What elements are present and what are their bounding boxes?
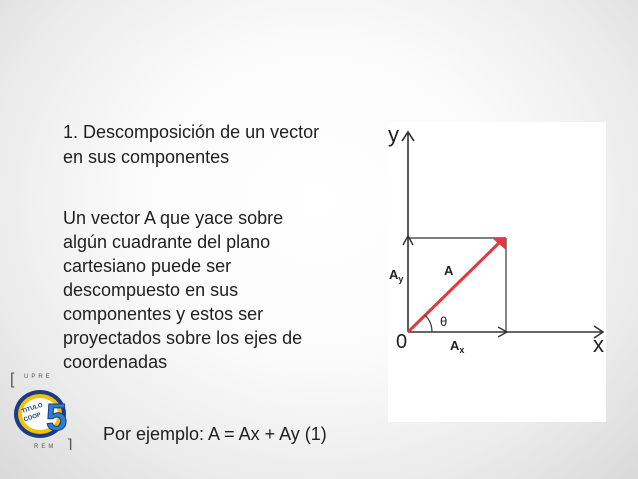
heading-line-2: en sus componentes [63,147,230,167]
body-line: cartesiano puede ser [63,256,232,276]
body-line: descompuesto en sus [63,280,239,300]
body-line: componentes y estos ser [63,304,264,324]
origin-label: 0 [396,331,408,353]
ax-label: $A_x$ [450,338,465,355]
body-line: proyectados sobre los ejes de [63,328,303,348]
logo-bottom-text: REM [34,444,57,450]
angle-arc [425,315,432,332]
logo-bracket-right: ] [68,437,73,450]
body-line: algún cuadrante del plano [63,232,271,252]
heading-line-1: 1. Descomposición de un vector [63,122,320,142]
logo-bracket-left: [ [10,371,15,388]
body-line: coordenadas [63,352,168,372]
slide-body-text [63,206,363,374]
logo-number: 5 [46,397,68,439]
vector-a-label: A [444,263,454,278]
diagram-svg [388,122,606,422]
ay-label: $A_y$ [389,267,404,284]
vector-a [408,242,500,332]
y-axis-label: y [388,122,399,147]
coop-logo [10,370,82,450]
x-axis-label: x [593,332,604,357]
logo-mid-text-1: TITULO [21,402,44,415]
theta-label: θ [440,314,448,329]
slide-heading [63,120,373,170]
logo-top-text: UPRE [24,374,53,380]
logo-svg [10,370,82,450]
example-formula: Por ejemplo: A = Ax + Ay (1) [103,424,327,444]
vector-decomposition-diagram [388,122,606,422]
logo-mid-text-2: COOP [23,412,42,424]
body-line: Un vector A que yace sobre [63,208,284,228]
